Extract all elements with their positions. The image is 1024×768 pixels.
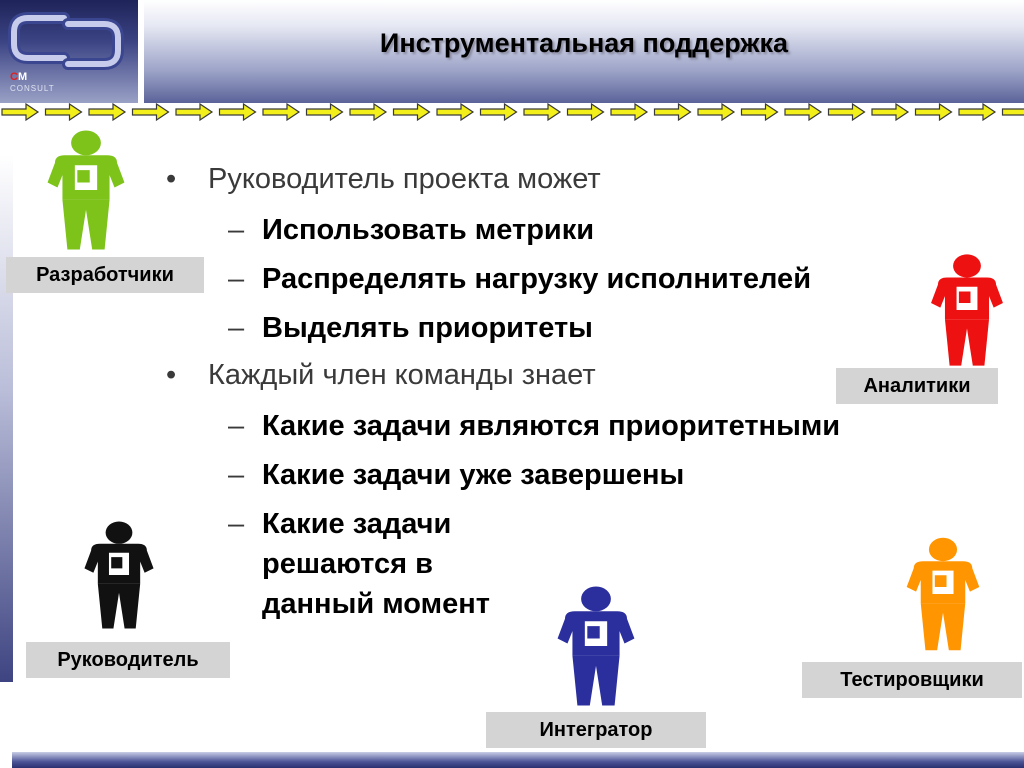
sub-item-text: Распределять нагрузку исполнителей (262, 263, 812, 295)
sub-item-text: Использовать метрики (262, 214, 595, 246)
arrow-icon (742, 104, 778, 120)
dash: – (228, 214, 245, 246)
logo-text: CM (10, 71, 28, 83)
person-icon (84, 522, 153, 629)
role-label-developers: Разработчики (6, 257, 204, 293)
bullet-item (166, 359, 596, 392)
arrow-divider (0, 101, 1024, 123)
dash: – (228, 410, 245, 442)
person-icon (48, 130, 125, 249)
role-label-integrator: Интегратор (486, 712, 706, 748)
person-icon (558, 586, 635, 705)
arrow-icon (46, 104, 82, 120)
integrator-figure (552, 584, 640, 708)
arrow-icon (959, 104, 995, 120)
sub-item (228, 455, 685, 495)
arrow-icon (437, 104, 473, 120)
analyst-figure (926, 252, 1008, 368)
bullet-item (166, 163, 601, 196)
arrow-icon (220, 104, 256, 120)
role-label-analysts: Аналитики (836, 368, 998, 404)
arrow-icon (698, 104, 734, 120)
logo (0, 0, 138, 103)
arrow-icon (350, 104, 386, 120)
sub-item-text: Какие задачи уже завершены (262, 459, 685, 491)
arrow-icon (916, 104, 952, 120)
arrow-icon (524, 104, 560, 120)
arrow-icon (785, 104, 821, 120)
arrow-icon (263, 104, 299, 120)
logo-mark-icon (6, 8, 126, 72)
developer-figure (40, 128, 132, 252)
dash: – (228, 312, 245, 344)
role-label-testers: Тестировщики (802, 662, 1022, 698)
manager-figure (80, 516, 158, 634)
sub-item (228, 504, 542, 624)
sub-item-text: Выделять приоритеты (262, 312, 593, 344)
arrow-icon (2, 104, 38, 120)
arrow-icon (176, 104, 212, 120)
dash: – (228, 508, 245, 540)
sub-item (228, 210, 595, 250)
sub-item-text: Какие задачи решаются в данный момент (262, 508, 490, 620)
person-icon (907, 538, 980, 650)
arrow-icon (481, 104, 517, 120)
arrow-icon (568, 104, 604, 120)
arrow-icon (655, 104, 691, 120)
page-title: Инструментальная поддержка (379, 28, 789, 58)
person-icon (931, 254, 1003, 365)
bullet-dot: • (166, 359, 177, 391)
bottom-bar (12, 752, 1024, 768)
logo-subtitle: CONSULT (10, 84, 55, 93)
arrow-icon (133, 104, 169, 120)
bullet-dot: • (166, 163, 177, 195)
arrow-icon (307, 104, 343, 120)
arrow-icon (872, 104, 908, 120)
role-label-manager: Руководитель (26, 642, 230, 678)
bullet-text: Каждый член команды знает (208, 359, 596, 391)
sub-item (228, 259, 812, 299)
arrow-icon (394, 104, 430, 120)
dash: – (228, 263, 245, 295)
arrow-icon (829, 104, 865, 120)
arrow-icon (1003, 104, 1024, 120)
tester-figure (902, 534, 984, 654)
sub-item (228, 308, 593, 348)
arrow-icon (89, 104, 125, 120)
left-strip (0, 155, 13, 682)
bullet-text: Руководитель проекта может (208, 163, 601, 195)
sub-item (228, 406, 841, 446)
sub-item-text: Какие задачи являются приоритетными (262, 410, 841, 442)
dash: – (228, 459, 245, 491)
arrow-icon (611, 104, 647, 120)
